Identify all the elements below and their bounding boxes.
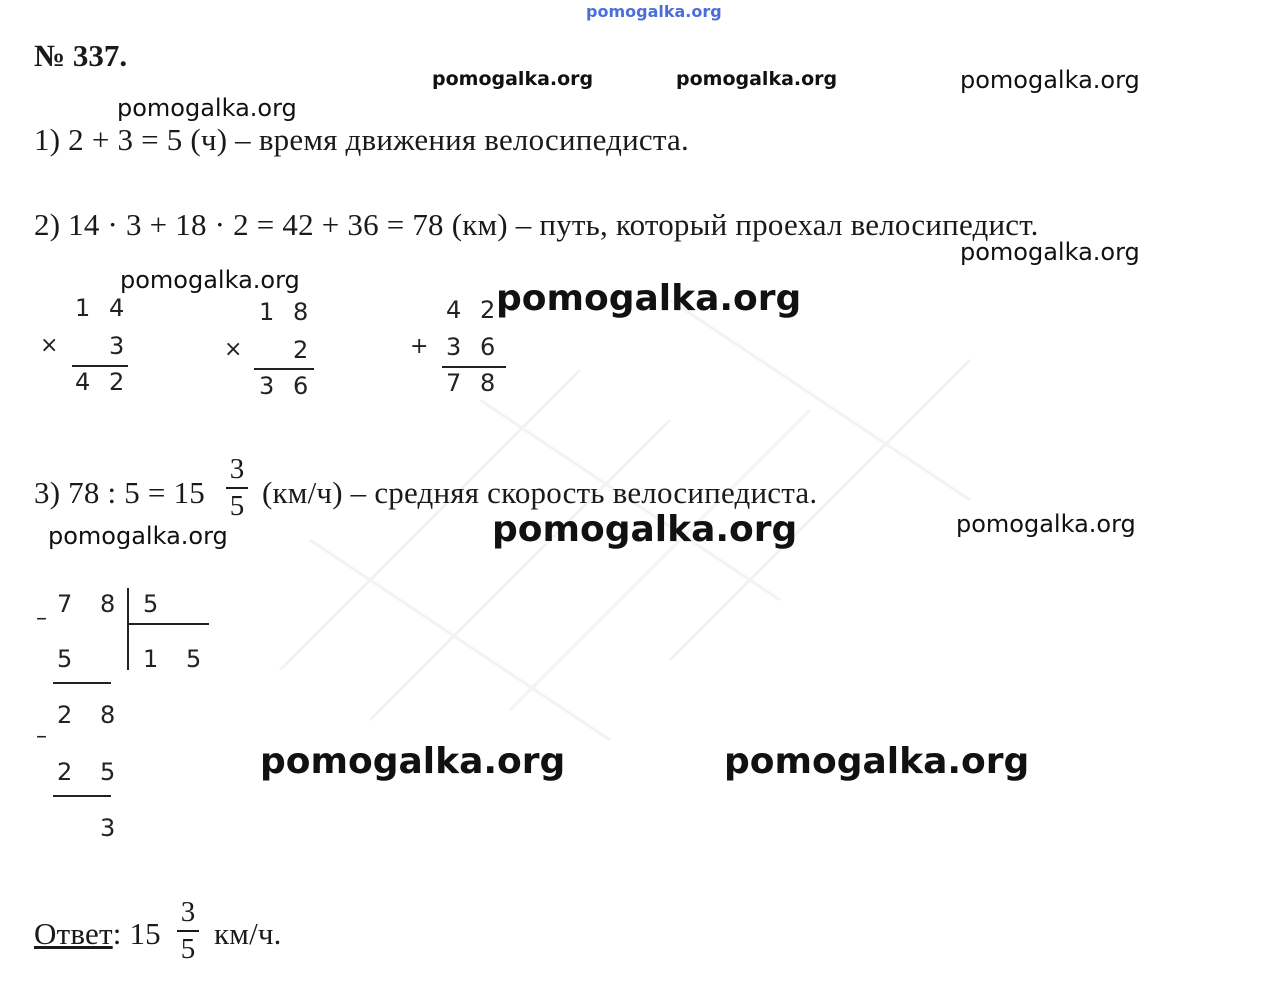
fraction-denominator: 5 xyxy=(180,933,196,965)
digit: 3 xyxy=(259,372,275,400)
multiply-sign: × xyxy=(224,337,243,362)
digit: 8 xyxy=(100,590,116,618)
watermark: pomogalka.org xyxy=(260,741,566,782)
digit: 4 xyxy=(109,294,125,322)
division-bracket-horizontal xyxy=(127,623,209,625)
division-bracket-vertical xyxy=(127,588,129,670)
digit: 1 xyxy=(259,298,275,326)
digit: 7 xyxy=(57,590,73,618)
minus-sign: – xyxy=(36,606,47,631)
watermark: pomogalka.org xyxy=(956,510,1136,538)
digit: 2 xyxy=(57,758,73,786)
watermark-top: pomogalka.org xyxy=(586,2,722,21)
answer-label: Ответ xyxy=(34,916,113,951)
digit: 5 xyxy=(57,645,73,673)
digit: 3 xyxy=(109,332,125,360)
fraction-numerator: 3 xyxy=(180,896,196,928)
digit: 5 xyxy=(100,758,116,786)
digit: 4 xyxy=(446,296,462,324)
solution-step-2: 2) 14 · 3 + 18 · 2 = 42 + 36 = 78 (км) – путь, который проехал велосипедист. xyxy=(34,207,1039,242)
solution-step-3: 3) 78 : 5 = 15 xyxy=(34,475,205,510)
watermark: pomogalka.org xyxy=(960,238,1140,266)
digit: 3 xyxy=(446,333,462,361)
digit: 2 xyxy=(293,336,309,364)
solution-step-1: 1) 2 + 3 = 5 (ч) – время движения велосипедиста. xyxy=(34,122,689,157)
digit: 1 xyxy=(75,294,91,322)
divisor: 5 xyxy=(143,590,159,618)
sum-line xyxy=(254,368,314,370)
subtract-line xyxy=(53,795,111,797)
digit: 8 xyxy=(293,298,309,326)
quotient-digit: 5 xyxy=(186,645,202,673)
answer-line xyxy=(34,916,161,952)
plus-sign: + xyxy=(410,334,429,359)
digit: 6 xyxy=(293,372,309,400)
answer-colon: : xyxy=(112,916,122,951)
digit: 8 xyxy=(100,701,116,729)
watermark: pomogalka.org xyxy=(48,522,228,550)
fraction-numerator: 3 xyxy=(229,453,245,485)
sum-line xyxy=(72,365,128,367)
watermark: pomogalka.org xyxy=(496,278,802,319)
subtract-line xyxy=(53,682,111,684)
watermark: pomogalka.org xyxy=(960,66,1140,94)
digit: 2 xyxy=(480,296,496,324)
digit: 4 xyxy=(75,368,91,396)
quotient-digit: 1 xyxy=(143,645,159,673)
minus-sign: – xyxy=(36,724,47,749)
fraction-denominator: 5 xyxy=(229,490,245,522)
remainder: 3 xyxy=(100,814,116,842)
digit: 7 xyxy=(446,369,462,397)
multiply-sign: × xyxy=(40,333,59,358)
problem-number: № 337. xyxy=(34,38,128,73)
watermark: pomogalka.org xyxy=(117,94,297,122)
watermark: pomogalka.org xyxy=(724,741,1030,782)
digit: 6 xyxy=(480,333,496,361)
sum-line xyxy=(442,366,506,368)
fraction-bar xyxy=(226,487,248,489)
digit: 8 xyxy=(480,369,496,397)
mixed-fraction xyxy=(226,455,248,521)
watermark: pomogalka.org xyxy=(676,68,838,90)
solution-step-3-suffix: (км/ч) – средняя скорость велосипедиста. xyxy=(262,475,818,510)
fraction-bar xyxy=(177,930,199,932)
watermark: pomogalka.org xyxy=(492,509,798,550)
watermark: pomogalka.org xyxy=(120,266,300,294)
answer-unit: км/ч. xyxy=(214,916,282,951)
digit: 2 xyxy=(57,701,73,729)
digit: 2 xyxy=(109,368,125,396)
answer-fraction xyxy=(177,898,199,964)
watermark: pomogalka.org xyxy=(432,68,594,90)
answer-whole: 15 xyxy=(129,916,161,951)
